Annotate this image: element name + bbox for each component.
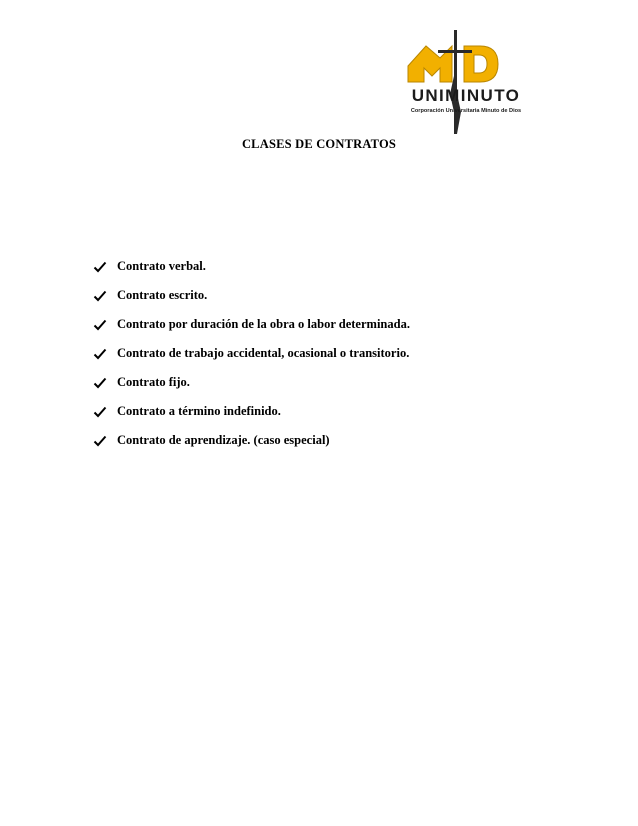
list-item: [93, 368, 410, 397]
check-icon: [93, 376, 107, 390]
contract-list: [93, 252, 410, 455]
list-item: [93, 339, 410, 368]
list-item-text: Contrato verbal.: [117, 259, 206, 273]
check-icon: [93, 289, 107, 303]
list-item: [93, 281, 410, 310]
page-title: CLASES DE CONTRATOS: [241, 137, 397, 151]
check-icon: [93, 260, 107, 274]
list-item: [93, 426, 410, 455]
logo-subtitle: Corporación Universitaria Minuto de Dios: [410, 108, 522, 114]
logo-name: UNIMINUTO: [411, 86, 521, 105]
list-item-text: Contrato fijo.: [117, 375, 190, 389]
list-item-text: Contrato de trabajo accidental, ocasional o transitorio.: [117, 346, 410, 360]
check-icon: [93, 434, 107, 448]
list-item-text: Contrato de aprendizaje. (caso especial): [117, 433, 330, 447]
uniminuto-logo: [368, 28, 558, 148]
check-icon: [93, 347, 107, 361]
list-item: [93, 310, 410, 339]
list-item: [93, 252, 410, 281]
list-item-text: Contrato escrito.: [117, 288, 208, 302]
list-item-text: Contrato a término indefinido.: [117, 404, 281, 418]
list-item-text: Contrato por duración de la obra o labor determinada.: [117, 317, 410, 331]
check-icon: [93, 405, 107, 419]
list-item: [93, 397, 410, 426]
check-icon: [93, 318, 107, 332]
